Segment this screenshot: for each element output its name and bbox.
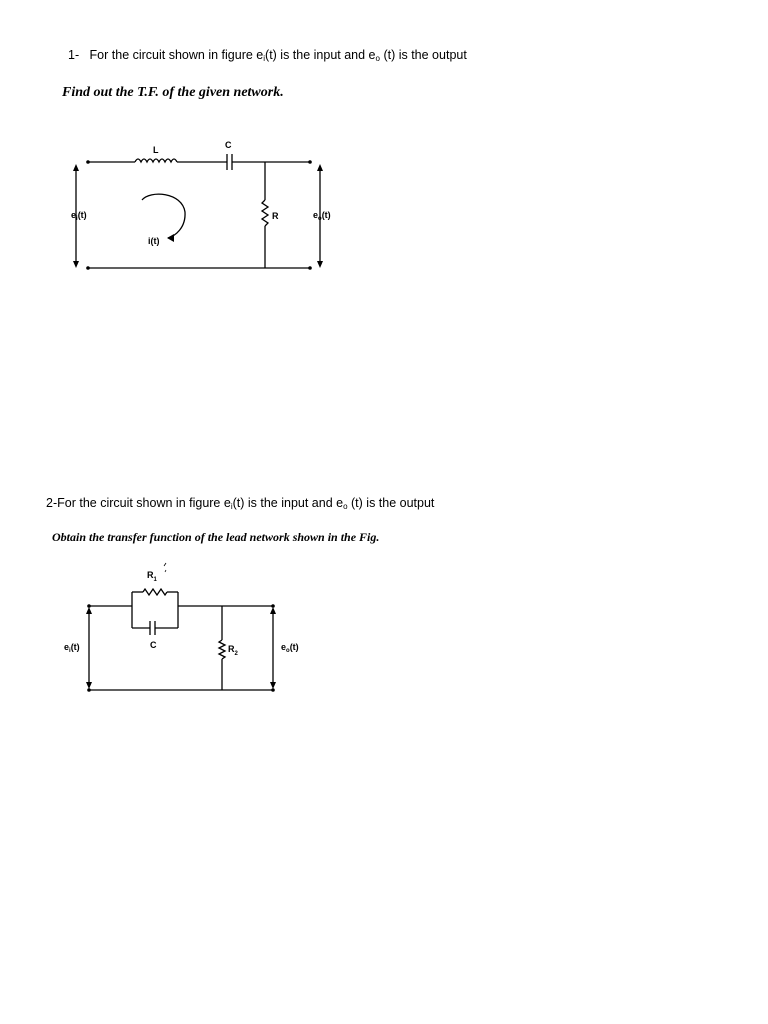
- output-voltage-label: $e_o(t)$: [313, 210, 331, 222]
- question-1-text: 1- For the circuit shown in figure $e_i(t)$ is the input and $e_o$ (t) is the output: [68, 48, 467, 63]
- capacitor-label: C: [225, 140, 232, 150]
- question-1-instruction: Find out the T.F. of the given network.: [62, 85, 284, 100]
- output-voltage-2-label: $e_o(t)$: [281, 642, 299, 654]
- question-2-number: 2-: [46, 496, 58, 510]
- capacitor-2-label: C: [150, 640, 157, 650]
- resistor-label: R: [272, 211, 279, 221]
- question-1-number: 1-: [68, 48, 80, 62]
- input-voltage-2-label: $e_i(t)$: [64, 642, 80, 654]
- question-2-text: 2-For the circuit shown in figure $e_i(t)$ is the input and $e_o$ (t) is the output: [46, 496, 435, 511]
- current-label: i(t): [148, 236, 160, 246]
- input-voltage-label: $e_i(t)$: [71, 210, 87, 222]
- r1-label: $R_1$: [147, 570, 157, 583]
- r2-label: $R_2$: [228, 644, 238, 657]
- inductor-label: L: [153, 145, 159, 155]
- question-2-instruction: Obtain the transfer function of the lead network shown in the Fig.: [52, 530, 380, 544]
